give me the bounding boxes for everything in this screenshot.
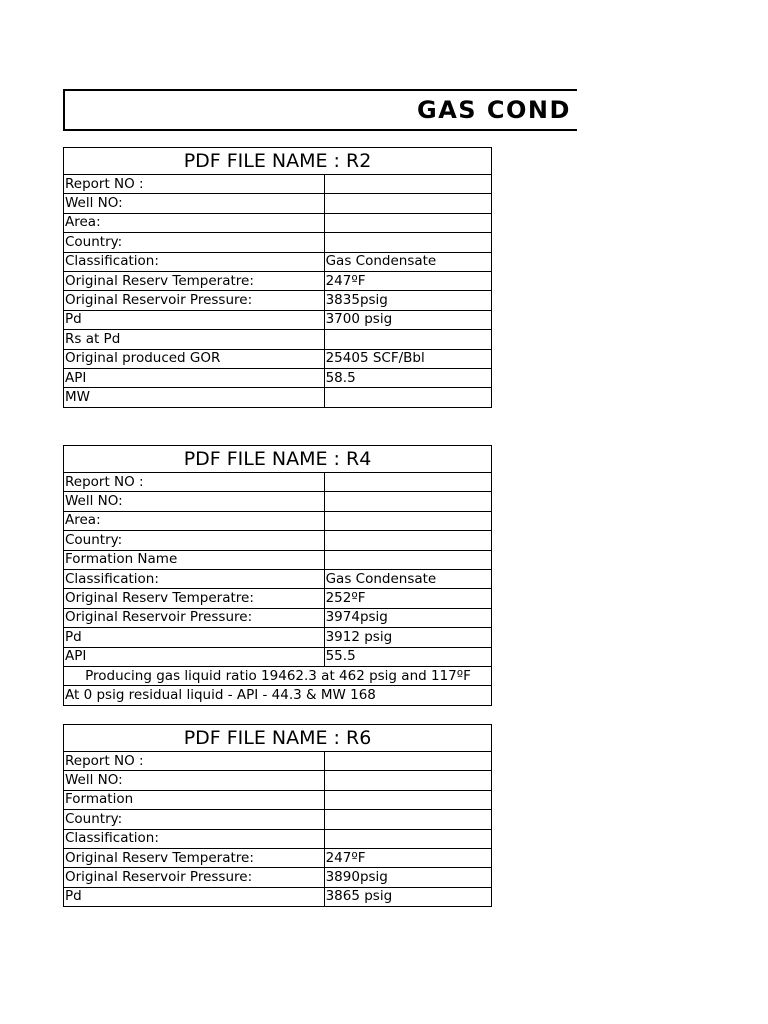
row-label: Classification: bbox=[64, 252, 325, 271]
table-row bbox=[64, 330, 492, 349]
table-row bbox=[64, 194, 492, 213]
row-value bbox=[324, 213, 491, 232]
row-value bbox=[324, 330, 491, 349]
row-value bbox=[324, 511, 491, 530]
row-value: 55.5 bbox=[324, 647, 491, 666]
table-header: PDF FILE NAME : R4 bbox=[64, 446, 492, 473]
table-header-row bbox=[64, 725, 492, 752]
table-row bbox=[64, 810, 492, 829]
table-row bbox=[64, 175, 492, 194]
row-value: 252ºF bbox=[324, 589, 491, 608]
row-value bbox=[324, 388, 491, 407]
row-label: Report NO : bbox=[64, 752, 325, 771]
table-row bbox=[64, 589, 492, 608]
table-row bbox=[64, 310, 492, 329]
table-header-row bbox=[64, 148, 492, 175]
table-row bbox=[64, 492, 492, 511]
row-value bbox=[324, 531, 491, 550]
report-table-r6 bbox=[63, 724, 492, 907]
note-row bbox=[64, 686, 492, 705]
row-value: 58.5 bbox=[324, 368, 491, 387]
row-value bbox=[324, 810, 491, 829]
row-label: Original Reservoir Pressure: bbox=[64, 868, 325, 887]
row-label: Country: bbox=[64, 810, 325, 829]
row-value bbox=[324, 175, 491, 194]
row-label: Pd bbox=[64, 628, 325, 647]
row-label: Well NO: bbox=[64, 194, 325, 213]
table-row bbox=[64, 550, 492, 569]
table-row bbox=[64, 349, 492, 368]
row-label: Classification: bbox=[64, 569, 325, 588]
row-label: API bbox=[64, 647, 325, 666]
table-row bbox=[64, 771, 492, 790]
row-value bbox=[324, 194, 491, 213]
row-label: Country: bbox=[64, 233, 325, 252]
table-row bbox=[64, 829, 492, 848]
table-row bbox=[64, 608, 492, 627]
row-value: Gas Condensate bbox=[324, 252, 491, 271]
row-label: Well NO: bbox=[64, 771, 325, 790]
table-row bbox=[64, 628, 492, 647]
row-label: Original produced GOR bbox=[64, 349, 325, 368]
row-label: Country: bbox=[64, 531, 325, 550]
row-value: 3700 psig bbox=[324, 310, 491, 329]
row-label: Pd bbox=[64, 887, 325, 906]
row-label: Formation bbox=[64, 790, 325, 809]
row-value bbox=[324, 771, 491, 790]
table-row bbox=[64, 213, 492, 232]
row-value bbox=[324, 233, 491, 252]
row-value: 247ºF bbox=[324, 271, 491, 290]
row-label: Area: bbox=[64, 213, 325, 232]
row-label: Rs at Pd bbox=[64, 330, 325, 349]
row-label: Original Reserv Temperatre: bbox=[64, 271, 325, 290]
row-value bbox=[324, 829, 491, 848]
row-value: 3890psig bbox=[324, 868, 491, 887]
note-text: Producing gas liquid ratio 19462.3 at 462 psig and 117ºF bbox=[64, 666, 492, 685]
row-label: Report NO : bbox=[64, 473, 325, 492]
table-row bbox=[64, 848, 492, 867]
table-row bbox=[64, 271, 492, 290]
table-row bbox=[64, 569, 492, 588]
row-value bbox=[324, 550, 491, 569]
table-row bbox=[64, 252, 492, 271]
page-title: GAS COND bbox=[417, 96, 571, 124]
row-value bbox=[324, 790, 491, 809]
row-label: Formation Name bbox=[64, 550, 325, 569]
table-row bbox=[64, 473, 492, 492]
table-row bbox=[64, 887, 492, 906]
table-row bbox=[64, 291, 492, 310]
table-row bbox=[64, 233, 492, 252]
table-row bbox=[64, 868, 492, 887]
report-table-r2 bbox=[63, 147, 492, 408]
row-label: MW bbox=[64, 388, 325, 407]
row-value: 3974psig bbox=[324, 608, 491, 627]
table-header: PDF FILE NAME : R2 bbox=[64, 148, 492, 175]
row-label: API bbox=[64, 368, 325, 387]
note-row bbox=[64, 666, 492, 685]
table-row bbox=[64, 647, 492, 666]
table-row bbox=[64, 752, 492, 771]
table-row bbox=[64, 531, 492, 550]
row-label: Well NO: bbox=[64, 492, 325, 511]
table-row bbox=[64, 511, 492, 530]
row-value: 25405 SCF/Bbl bbox=[324, 349, 491, 368]
table-row bbox=[64, 388, 492, 407]
report-table-r4 bbox=[63, 445, 492, 706]
row-label: Original Reservoir Pressure: bbox=[64, 291, 325, 310]
row-value: 3912 psig bbox=[324, 628, 491, 647]
row-label: Classification: bbox=[64, 829, 325, 848]
row-value bbox=[324, 473, 491, 492]
row-value: 3835psig bbox=[324, 291, 491, 310]
table-row bbox=[64, 368, 492, 387]
row-value bbox=[324, 492, 491, 511]
note-text: At 0 psig residual liquid - API - 44.3 & MW 168 bbox=[64, 686, 492, 705]
row-label: Original Reserv Temperatre: bbox=[64, 848, 325, 867]
row-value: 3865 psig bbox=[324, 887, 491, 906]
row-label: Original Reserv Temperatre: bbox=[64, 589, 325, 608]
row-label: Report NO : bbox=[64, 175, 325, 194]
row-label: Pd bbox=[64, 310, 325, 329]
table-row bbox=[64, 790, 492, 809]
row-label: Original Reservoir Pressure: bbox=[64, 608, 325, 627]
row-value bbox=[324, 752, 491, 771]
row-value: Gas Condensate bbox=[324, 569, 491, 588]
table-header: PDF FILE NAME : R6 bbox=[64, 725, 492, 752]
title-banner bbox=[63, 89, 577, 131]
table-header-row bbox=[64, 446, 492, 473]
row-value: 247ºF bbox=[324, 848, 491, 867]
row-label: Area: bbox=[64, 511, 325, 530]
